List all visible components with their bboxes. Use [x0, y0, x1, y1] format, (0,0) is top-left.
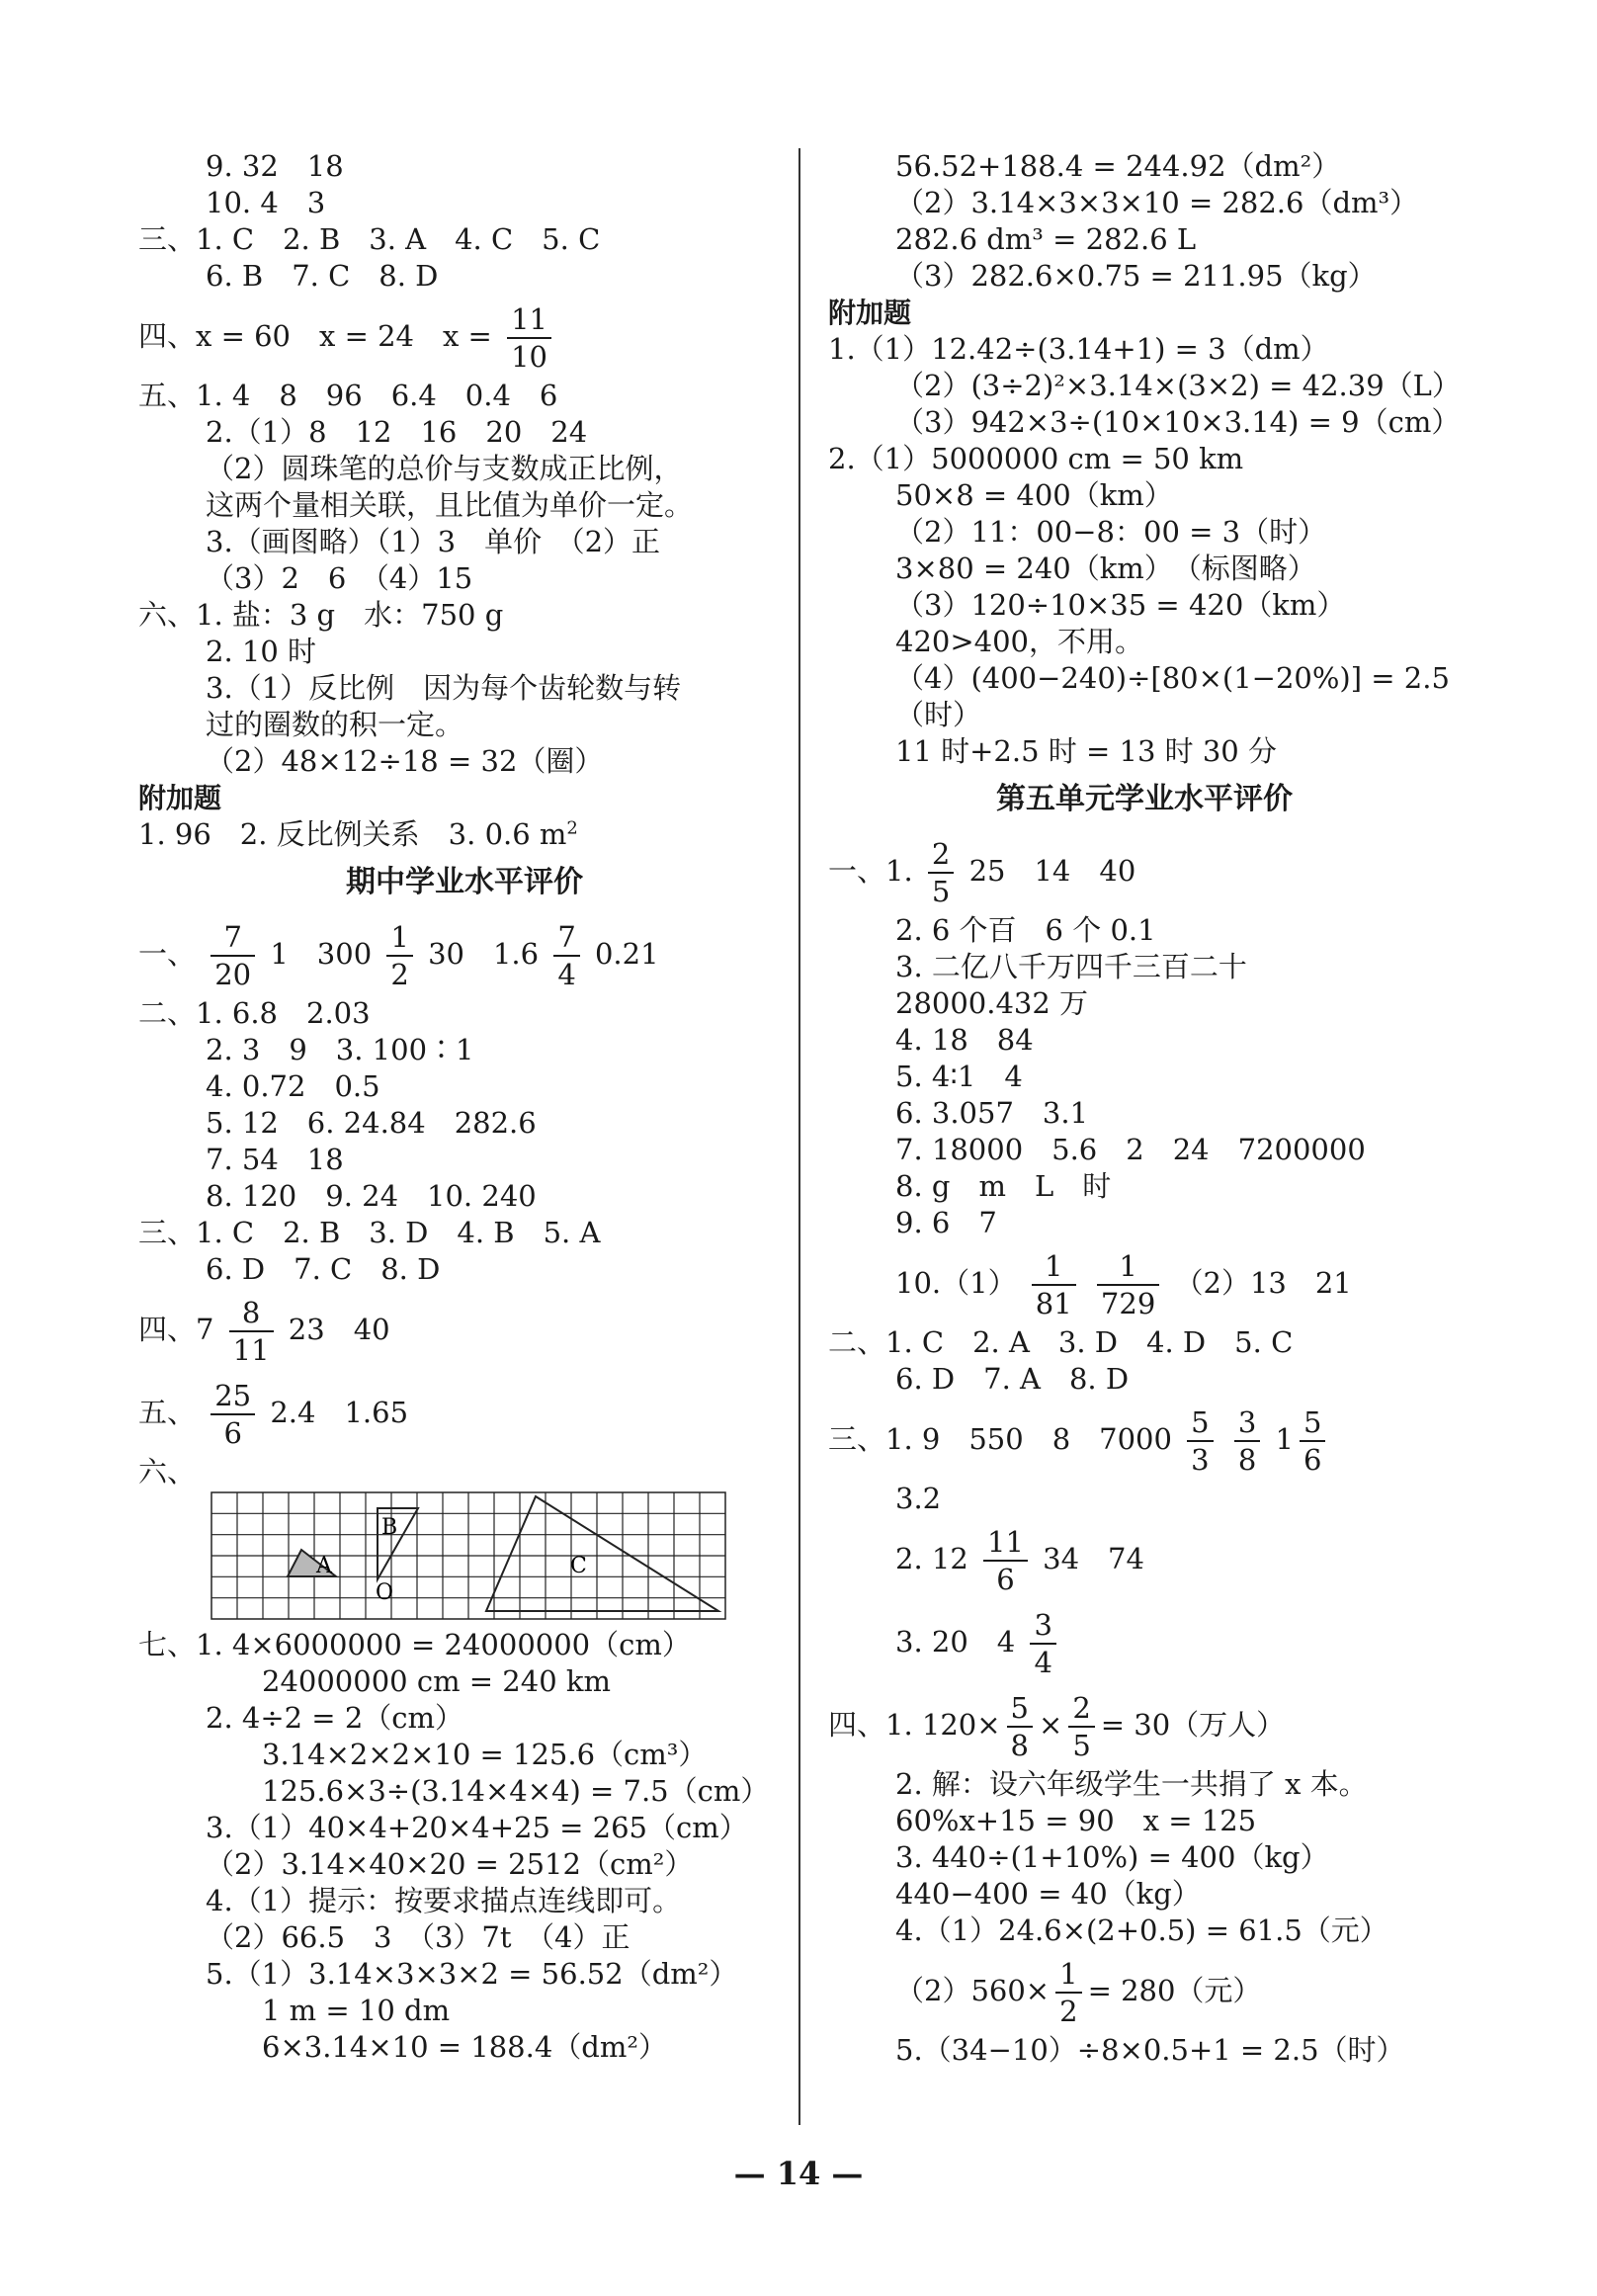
answer-line: （2）3.14×3×3×10 = 282.6（dm³）: [895, 186, 1419, 219]
answer-line: 6. D 7. A 8. D: [895, 1362, 1130, 1396]
page-number: — 14 —: [733, 2155, 864, 2192]
answer-line: 4. 0.72 0.5: [206, 1069, 380, 1103]
answer-line: （时）: [895, 698, 982, 731]
answer-line: 六、1. 盐：3 g 水：750 g: [138, 598, 504, 632]
answer-line: （3）282.6×0.75 = 211.95（kg）: [895, 259, 1377, 293]
answer-line: 5.（34−10）÷8×0.5+1 = 2.5（时）: [895, 2033, 1405, 2067]
answer-line: 二、1. 6.8 2.03: [138, 996, 371, 1030]
answer-line: 4.（1）24.6×(2+0.5) = 61.5（元）: [895, 1913, 1388, 1947]
answer-line: （3）120÷10×35 = 420（km）: [895, 588, 1346, 622]
section-title: 期中学业水平评价: [346, 865, 583, 899]
fraction: $\frac{5}{3}$: [1187, 1404, 1213, 1478]
grid-diagram: [210, 1490, 743, 1623]
answer-line: 这两个量相关联，且比值为单价一定。: [206, 488, 694, 522]
answer-line: 60%x+15 = 90 x = 125: [895, 1804, 1257, 1837]
answer-line: 4.（1）提示：按要求描点连线即可。: [206, 1884, 682, 1917]
answer-line: 9. 6 7: [895, 1206, 997, 1239]
answer-line: 9. 32 18: [206, 149, 344, 183]
answer-line: 2. 解：设六年级学生一共捐了 x 本。: [895, 1767, 1368, 1801]
fraction: $\frac{7}{4}$: [553, 919, 579, 992]
answer-line: 3. 20 4 $\frac{3}{4}$: [828, 1600, 1461, 1683]
answer-line: 6. B 7. C 8. D: [206, 259, 439, 293]
fraction: $\frac{1}{2}$: [1055, 1956, 1081, 2029]
answer-line: 11 时+2.5 时 = 13 时 30 分: [895, 734, 1277, 768]
answer-line: 3.（1）反比例 因为每个齿轮数与转: [206, 671, 682, 705]
answer-line: 4. 18 84: [895, 1023, 1034, 1057]
grid-label: C: [570, 1554, 587, 1578]
answer-line: 8. g m L 时: [895, 1169, 1112, 1203]
answer-line: （2）3.14×40×20 = 2512（cm²）: [206, 1847, 694, 1881]
answer-line: 四、1. 120× $\frac{5}{8}$ × $\frac{2}{5}$ = 30（万人）: [828, 1691, 1286, 1762]
answer-line: 2. 4÷2 = 2（cm）: [206, 1701, 464, 1735]
column-divider: [798, 148, 800, 2125]
answer-line: 8. 120 9. 24 10. 240: [206, 1179, 537, 1213]
answer-line: 125.6×3÷(3.14×4×4) = 7.5（cm）: [262, 1774, 770, 1808]
fraction: $\frac{3}{8}$: [1234, 1404, 1260, 1478]
fraction: $\frac{3}{4}$: [1030, 1607, 1055, 1680]
answer-line: 过的圈数的积一定。: [206, 708, 464, 741]
answer-line: 五、1. 4 8 96 6.4 0.4 6: [138, 379, 558, 412]
section-heading: 附加题: [138, 782, 222, 814]
answer-line: 1 m = 10 dm: [262, 1994, 451, 2027]
answer-line: 10. 4 3: [206, 186, 326, 219]
answer-line: 10.（1） $\frac{1}{81}$ $\frac{1}{729}$ （2）13 21: [895, 1249, 1352, 1320]
answer-line: 6×3.14×10 = 188.4（dm²）: [262, 2030, 667, 2064]
answer-line: 7. 54 18: [206, 1143, 344, 1176]
fraction: $\frac{25}{6}$: [210, 1378, 255, 1451]
text: 四、x = 60 x = 24 x =: [138, 319, 492, 353]
section-title: 第五单元学业水平评价: [996, 782, 1293, 816]
answer-line: 2. 12 $\frac{11}{6}$ 34 74: [895, 1525, 1144, 1596]
answer-line: 282.6 dm³ = 282.6 L: [895, 222, 1197, 256]
answer-line: 440−400 = 40（kg）: [895, 1877, 1201, 1911]
answer-line: （2）(3÷2)²×3.14×(3×2) = 42.39（L）: [895, 369, 1461, 402]
fraction: $\frac{1}{81}$: [1032, 1248, 1076, 1321]
answer-line: 2. 10 时: [206, 635, 317, 668]
answer-line: 24000000 cm = 240 km: [262, 1664, 611, 1698]
grid-figure: [138, 1490, 791, 1627]
answer-line: 5. 4∶1 4: [895, 1060, 1023, 1093]
fraction: $\frac{1}{2}$: [386, 919, 412, 992]
answer-line: （2）圆珠笔的总价与支数成正比例，: [206, 452, 683, 485]
answer-line: 2. 6 个百 6 个 0.1: [895, 913, 1156, 947]
answer-line: 七、1. 4×6000000 = 24000000（cm）: [138, 1628, 691, 1661]
answer-line: 一、 $\frac{7}{20}$ 1 300 $\frac{1}{2}$ 30 1.6 $\frac{7}{4}$ 0.21: [138, 920, 659, 991]
grid-label: O: [376, 1580, 394, 1605]
grid-label: A: [316, 1554, 332, 1578]
answer-line: 一、1. $\frac{2}{5}$ 25 14 40: [828, 837, 1136, 908]
answer-line: 三、1. 9 550 8 7000 $\frac{5}{3}$ $\frac{3}{8}$ 1 $\frac{5}{6}$: [828, 1398, 1461, 1481]
answer-line: （2）48×12÷18 = 32（圈）: [206, 744, 604, 778]
answer-line: 420>400，不用。: [895, 625, 1144, 658]
answer-line: 6. D 7. C 8. D: [206, 1252, 441, 1286]
answer-line: 1.（1）12.42÷(3.14+1) = 3（dm）: [828, 332, 1329, 366]
answer-line: 1. 96 2. 反比例关系 3. 0.6 $m^2$: [138, 817, 578, 851]
answer-line: 三、1. C 2. B 3. A 4. C 5. C: [138, 222, 601, 256]
answer-line: （2）66.5 3 （3）7t （4）正: [206, 1920, 630, 1954]
answer-line: 3. 二亿八千万四千三百二十: [895, 950, 1247, 983]
fraction: $\frac{7}{20}$: [210, 919, 255, 992]
answer-line: （2）560× $\frac{1}{2}$ = 280（元）: [895, 1957, 1262, 2028]
answer-line: [138, 295, 791, 378]
answer-line: 28000.432 万: [895, 986, 1089, 1020]
fraction: $\frac{5}{6}$: [1300, 1404, 1325, 1478]
answer-line: 六、: [138, 1455, 197, 1488]
right-column: [828, 148, 1461, 2069]
fraction: $\frac{11}{10}$: [507, 301, 551, 375]
answer-line: （3）2 6 （4）15: [206, 561, 473, 595]
answer-line: 6. 3.057 3.1: [895, 1096, 1089, 1130]
answer-line: 2. 3 9 3. 100∶1: [206, 1033, 474, 1066]
fraction: $\frac{8}{11}$: [229, 1295, 274, 1368]
grid-label: B: [381, 1515, 398, 1540]
answer-line: 3. 440÷(1+10%) = 400（kg）: [895, 1840, 1329, 1874]
answer-line: 2.（1）5000000 cm = 50 km: [828, 442, 1244, 475]
answer-line: 五、 $\frac{25}{6}$ 2.4 1.65: [138, 1379, 409, 1450]
answer-line: （2）11：00−8：00 = 3（时）: [895, 515, 1327, 549]
fraction: $\frac{2}{5}$: [1068, 1690, 1094, 1763]
answer-line: 56.52+188.4 = 244.92（dm²）: [895, 149, 1341, 183]
fraction: $\frac{2}{5}$: [928, 836, 954, 909]
answer-line: 二、1. C 2. A 3. D 4. D 5. C: [828, 1325, 1294, 1359]
answer-line: 50×8 = 400（km）: [895, 478, 1173, 512]
answer-line: 7. 18000 5.6 2 24 7200000: [895, 1133, 1366, 1166]
answer-line: 3.（1）40×4+20×4+25 = 265（cm）: [206, 1811, 748, 1844]
fraction: $\frac{5}{8}$: [1007, 1690, 1033, 1763]
answer-line: 3.2: [895, 1482, 942, 1515]
answer-line: 3×80 = 240（km） （标图略）: [895, 552, 1316, 585]
answer-line: 3.14×2×2×10 = 125.6（cm³）: [262, 1738, 708, 1771]
answer-line: 四、7 $\frac{8}{11}$ 23 40: [138, 1296, 390, 1367]
answer-line: 3.（画图略）（1）3 单价 （2）正: [206, 525, 661, 558]
fraction: $\frac{1}{729}$: [1097, 1248, 1159, 1321]
section-heading: 附加题: [828, 297, 912, 329]
answer-line: 5.（1）3.14×3×3×2 = 56.52（dm²）: [206, 1957, 738, 1991]
left-column: [138, 148, 791, 2066]
answer-line: 5. 12 6. 24.84 282.6: [206, 1106, 537, 1140]
fraction: $\frac{11}{6}$: [983, 1524, 1028, 1597]
answer-line: 2.（1）8 12 16 20 24: [206, 415, 588, 449]
answer-line: （4）(400−240)÷[80×(1−20%)] = 2.5: [895, 661, 1450, 695]
answer-line: 三、1. C 2. B 3. D 4. B 5. A: [138, 1216, 601, 1249]
answer-line: （3）942×3÷(10×10×3.14) = 9（cm）: [895, 405, 1461, 439]
